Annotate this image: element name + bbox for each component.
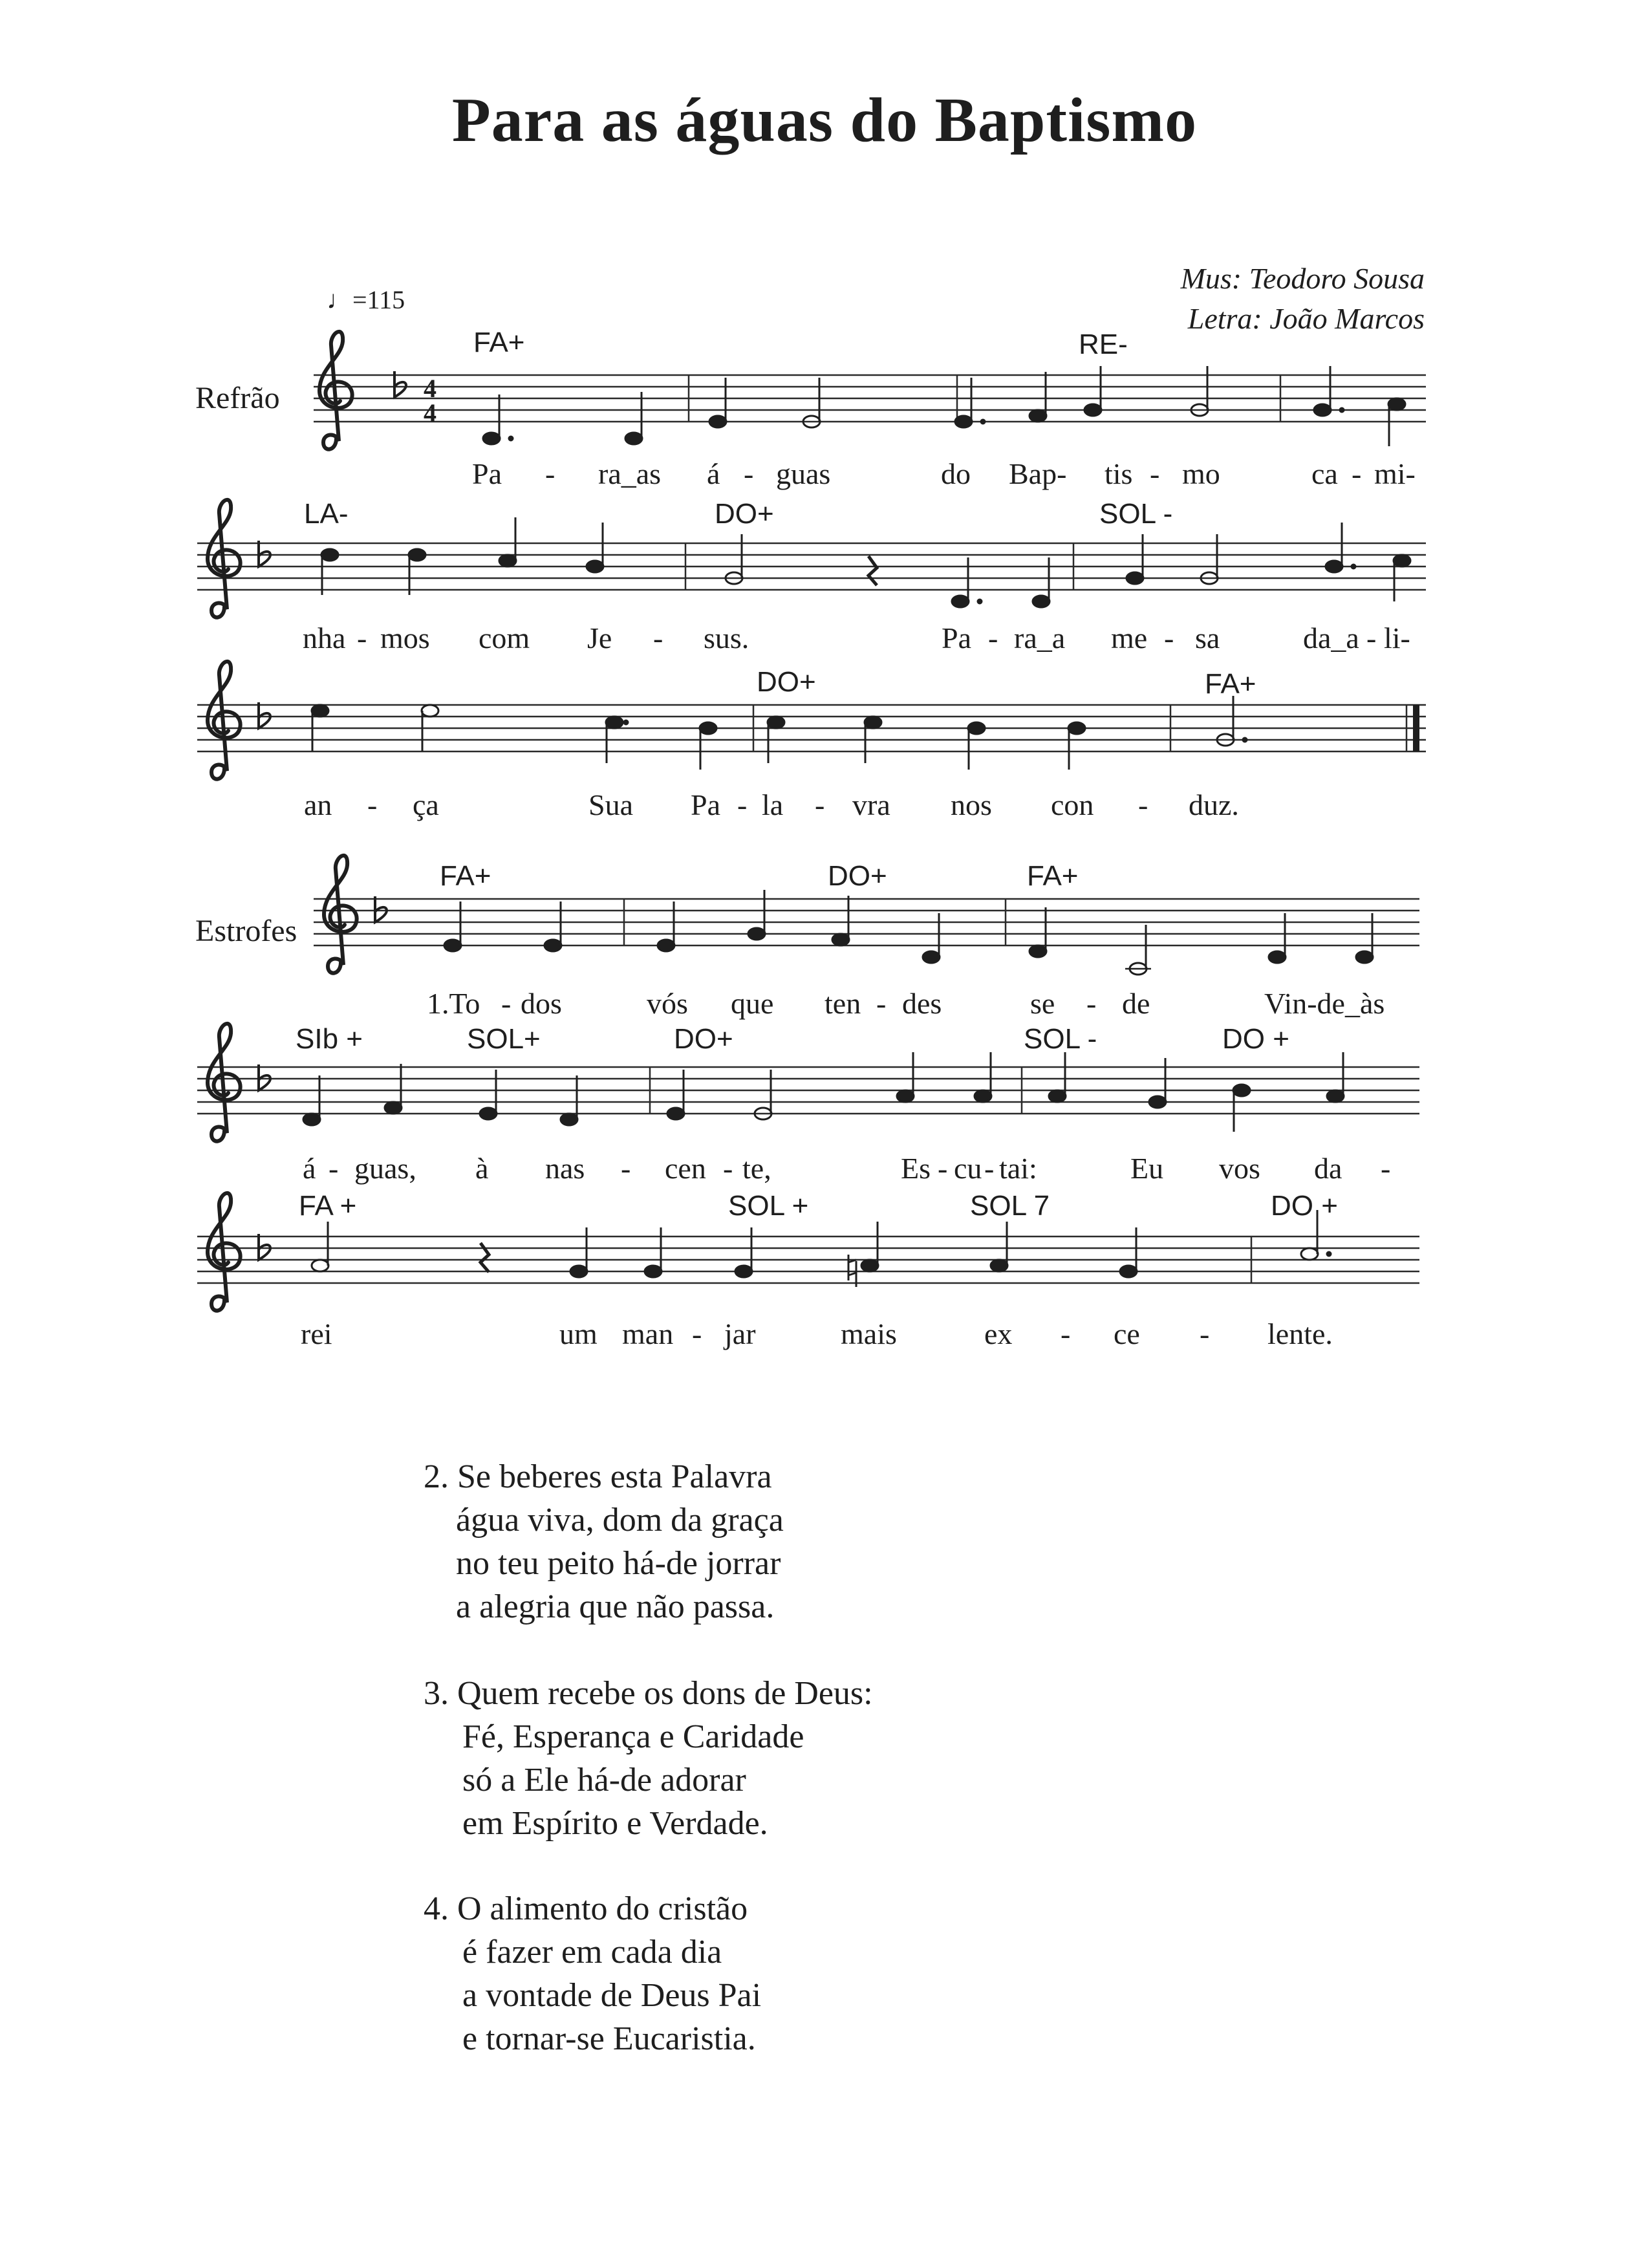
lyric-syllable: vos — [1219, 1152, 1260, 1185]
note — [1049, 1090, 1066, 1102]
song-title: Para as águas do Baptismo — [451, 85, 1198, 155]
note — [865, 717, 881, 728]
chord: SOL - — [1024, 1023, 1097, 1055]
verse-line: a vontade de Deus Pai — [462, 1977, 762, 2014]
note — [480, 1108, 497, 1119]
lyric-hyphen: - — [1061, 1317, 1071, 1350]
lyric-syllable: tis — [1105, 457, 1133, 490]
lyric-syllable: Pa — [942, 621, 971, 654]
lyric-syllable: vra — [852, 788, 890, 821]
chord: LA- — [304, 498, 349, 530]
note — [735, 1266, 752, 1277]
note — [748, 928, 765, 940]
lyric-syllable: des — [902, 987, 942, 1020]
lyric-syllable: ra_as — [598, 457, 662, 490]
lyric-syllable: vós — [647, 987, 688, 1020]
note — [321, 549, 338, 561]
note — [1029, 945, 1046, 957]
note — [303, 1114, 320, 1125]
note — [709, 416, 726, 427]
note — [897, 1090, 914, 1102]
chord: SIb + — [296, 1023, 363, 1055]
lyric-syllable: com — [479, 621, 530, 654]
note — [700, 722, 717, 734]
note — [1269, 951, 1286, 963]
verse-line: a alegria que não passa. — [456, 1588, 775, 1625]
note — [409, 549, 426, 561]
chord: DO+ — [828, 860, 887, 892]
note — [422, 705, 438, 717]
verses-label: Estrofes — [195, 914, 297, 948]
verse-2 — [424, 1455, 784, 1628]
time-signature-bottom: 4 — [424, 398, 436, 427]
lyric-hyphen: - — [723, 1152, 733, 1185]
lyric-hyphen: - — [545, 457, 555, 490]
lyric-syllable: do — [941, 457, 971, 490]
lyric-hyphen: - — [653, 621, 663, 654]
note — [570, 1266, 587, 1277]
lyric-hyphen: - — [1164, 621, 1174, 654]
lyric-hyphen: - — [938, 1152, 948, 1185]
lyric-syllable: que — [731, 987, 774, 1020]
lyric-syllable: con — [1051, 788, 1094, 821]
verse-line: água viva, dom da graça — [456, 1502, 784, 1539]
lyrics-credit: Letra: João Marcos — [1187, 302, 1425, 335]
lyric-hyphen: - — [692, 1317, 702, 1350]
flat-sign — [259, 1234, 270, 1260]
lyric-syllable: da_a — [1303, 621, 1359, 654]
note — [955, 416, 972, 427]
chord: DO + — [1271, 1190, 1338, 1222]
note — [1327, 1090, 1344, 1102]
note — [1301, 1248, 1318, 1260]
note — [1233, 1085, 1250, 1096]
lyric-hyphen: - — [1381, 1152, 1391, 1185]
chord: FA+ — [440, 860, 491, 892]
note — [606, 717, 623, 728]
flat-sign — [259, 541, 270, 567]
note — [968, 722, 985, 734]
verse-line: só a Ele há-de adorar — [462, 1762, 746, 1798]
lyric-syllable: de — [1122, 987, 1150, 1020]
lyric-hyphen: - — [876, 987, 887, 1020]
lyric-hyphen: - — [621, 1152, 631, 1185]
treble-clef — [208, 500, 241, 618]
flat-sign — [259, 1064, 270, 1090]
quarter-rest — [868, 556, 877, 585]
note — [544, 940, 561, 951]
lyric-syllable: jar — [724, 1317, 756, 1350]
lyric-syllable: la — [762, 788, 784, 821]
flat-sign — [375, 896, 387, 922]
note — [861, 1260, 878, 1271]
verse-line: em Espírito e Verdade. — [462, 1805, 768, 1842]
treble-clef — [208, 1024, 241, 1141]
chord: SOL + — [728, 1190, 809, 1222]
note — [1394, 555, 1410, 567]
lyric-syllable: dos — [521, 987, 562, 1020]
chord: RE- — [1079, 329, 1128, 360]
note — [1388, 398, 1405, 410]
note — [645, 1266, 662, 1277]
note — [658, 940, 674, 951]
note — [483, 433, 500, 444]
lyric-hyphen: - — [737, 788, 748, 821]
lyric-syllable: sa — [1195, 621, 1220, 654]
lyric-syllable: me — [1111, 621, 1148, 654]
lyric-syllable: ce — [1114, 1317, 1140, 1350]
lyric-syllable: à — [475, 1152, 489, 1185]
staff-system-1 — [314, 375, 1426, 422]
lyric-syllable: lente. — [1267, 1317, 1333, 1350]
lyric-syllable: mos — [380, 621, 430, 654]
lyric-syllable: Pa — [691, 788, 720, 821]
verse-line: Fé, Esperança e Caridade — [462, 1718, 804, 1755]
chord: FA + — [299, 1190, 357, 1222]
lyric-hyphen: - — [1086, 987, 1097, 1020]
chord: SOL 7 — [970, 1190, 1050, 1222]
lyric-syllable: Vin-de_às — [1264, 987, 1385, 1020]
note — [385, 1102, 402, 1114]
lyric-syllable: mo — [1182, 457, 1220, 490]
note — [1120, 1266, 1137, 1277]
lyric-syllable: á — [707, 457, 720, 490]
chord: SOL+ — [467, 1023, 541, 1055]
lyric-hyphen: - — [367, 788, 378, 821]
verse-line: no teu peito há-de jorrar — [456, 1545, 781, 1582]
verse-line: 3. Quem recebe os dons de Deus: — [424, 1675, 873, 1712]
lyric-syllable: cen — [665, 1152, 706, 1185]
note — [667, 1108, 684, 1119]
note — [832, 934, 849, 945]
staff-system-2 — [197, 543, 1426, 590]
chord: FA+ — [1205, 668, 1256, 700]
note — [1084, 404, 1101, 416]
verse-line: 4. O alimento do cristão — [424, 1890, 748, 1927]
lyric-syllable: se — [1030, 987, 1055, 1020]
lyric-hyphen: - — [1150, 457, 1160, 490]
lyric-hyphen: - — [1352, 457, 1362, 490]
lyric-hyphen: - — [815, 788, 825, 821]
note — [768, 717, 784, 728]
note — [991, 1260, 1008, 1271]
note — [499, 555, 516, 567]
lyric-syllable: á — [303, 1152, 316, 1185]
verse-line: 2. Se beberes esta Palavra — [424, 1458, 772, 1495]
note — [1314, 404, 1331, 416]
lyric-syllable: Es — [901, 1152, 931, 1185]
lyric-syllable: an — [304, 788, 332, 821]
lyric-syllable: Eu — [1130, 1152, 1164, 1185]
note — [1033, 596, 1050, 607]
lyric-hyphen: - — [984, 1152, 995, 1185]
chord: FA+ — [473, 327, 525, 358]
staff-system-6 — [197, 1237, 1419, 1283]
refrain-label: Refrão — [195, 381, 280, 415]
treble-clef — [324, 856, 357, 973]
music-credit: Mus: Teodoro Sousa — [1180, 262, 1425, 295]
lyric-syllable: ten — [824, 987, 861, 1020]
lyric-syllable: 1.To — [427, 987, 480, 1020]
note — [1068, 722, 1085, 734]
lyric-syllable: nha — [303, 621, 346, 654]
lyric-syllable: guas — [776, 457, 831, 490]
lyric-syllable: mais — [841, 1317, 897, 1350]
lyric-hyphen: - — [1200, 1317, 1210, 1350]
treble-clef — [208, 1193, 241, 1311]
lyric-syllable: tai: — [999, 1152, 1037, 1185]
lyric-hyphen: - — [501, 987, 512, 1020]
lyric-hyphen: - — [988, 621, 998, 654]
chord: DO+ — [715, 498, 774, 530]
note — [312, 705, 329, 717]
note — [952, 596, 969, 607]
note — [1029, 410, 1046, 422]
verse-line: e tornar-se Eucaristia. — [462, 2020, 756, 2057]
lyric-syllable: ra_a — [1014, 621, 1066, 654]
lyric-syllable: ca — [1311, 457, 1338, 490]
time-signature-top: 4 — [424, 374, 436, 403]
chord: SOL - — [1099, 498, 1173, 530]
lyric-syllable: cu — [954, 1152, 982, 1185]
final-barline — [1413, 705, 1419, 751]
lyric-syllable: Pa — [472, 457, 502, 490]
note — [444, 940, 461, 951]
lyric-syllable: man — [622, 1317, 674, 1350]
lyric-syllable: um — [559, 1317, 598, 1350]
treble-clef — [208, 662, 241, 779]
lyric-hyphen: - — [329, 1152, 339, 1185]
verse-3 — [424, 1672, 873, 1845]
note — [1149, 1096, 1166, 1108]
lyric-syllable: sus. — [704, 621, 749, 654]
flat-sign — [259, 702, 270, 728]
note — [625, 433, 642, 444]
lyric-hyphen: - — [1366, 621, 1377, 654]
chord: DO + — [1222, 1023, 1289, 1055]
treble-clef — [319, 332, 352, 449]
chord: DO+ — [757, 666, 816, 698]
chord: FA+ — [1027, 860, 1079, 892]
lyric-syllable: da — [1314, 1152, 1342, 1185]
lyric-syllable: nas — [545, 1152, 585, 1185]
lyric-hyphen: - — [1138, 788, 1148, 821]
lyric-syllable: guas, — [354, 1152, 416, 1185]
lyric-syllable: Je — [587, 621, 612, 654]
lyric-hyphen: - — [357, 621, 367, 654]
tempo-marking: ♩=115 — [327, 285, 405, 314]
verse-4 — [424, 1887, 761, 2060]
lyric-syllable: rei — [301, 1317, 332, 1350]
note — [923, 951, 940, 963]
note — [975, 1090, 991, 1102]
note — [561, 1114, 577, 1125]
chord: DO+ — [674, 1023, 733, 1055]
note — [1126, 572, 1143, 584]
staff-system-4 — [314, 899, 1419, 945]
lyric-syllable: Bap- — [1009, 457, 1067, 490]
lyric-hyphen: - — [744, 457, 754, 490]
lyric-syllable: li- — [1384, 621, 1410, 654]
lyric-syllable: nos — [951, 788, 992, 821]
lyric-syllable: mi- — [1374, 457, 1416, 490]
verse-line: é fazer em cada dia — [462, 1934, 722, 1971]
note — [1326, 561, 1342, 572]
note — [312, 1260, 329, 1271]
lyric-syllable: Sua — [588, 788, 633, 821]
note — [587, 561, 603, 572]
lyric-syllable: te, — [742, 1152, 771, 1185]
note — [1356, 951, 1373, 963]
lyric-syllable: duz. — [1189, 788, 1239, 821]
lyric-syllable: ça — [413, 788, 439, 821]
lyric-syllable: ex — [984, 1317, 1013, 1350]
staff-system-3 — [197, 705, 1426, 751]
